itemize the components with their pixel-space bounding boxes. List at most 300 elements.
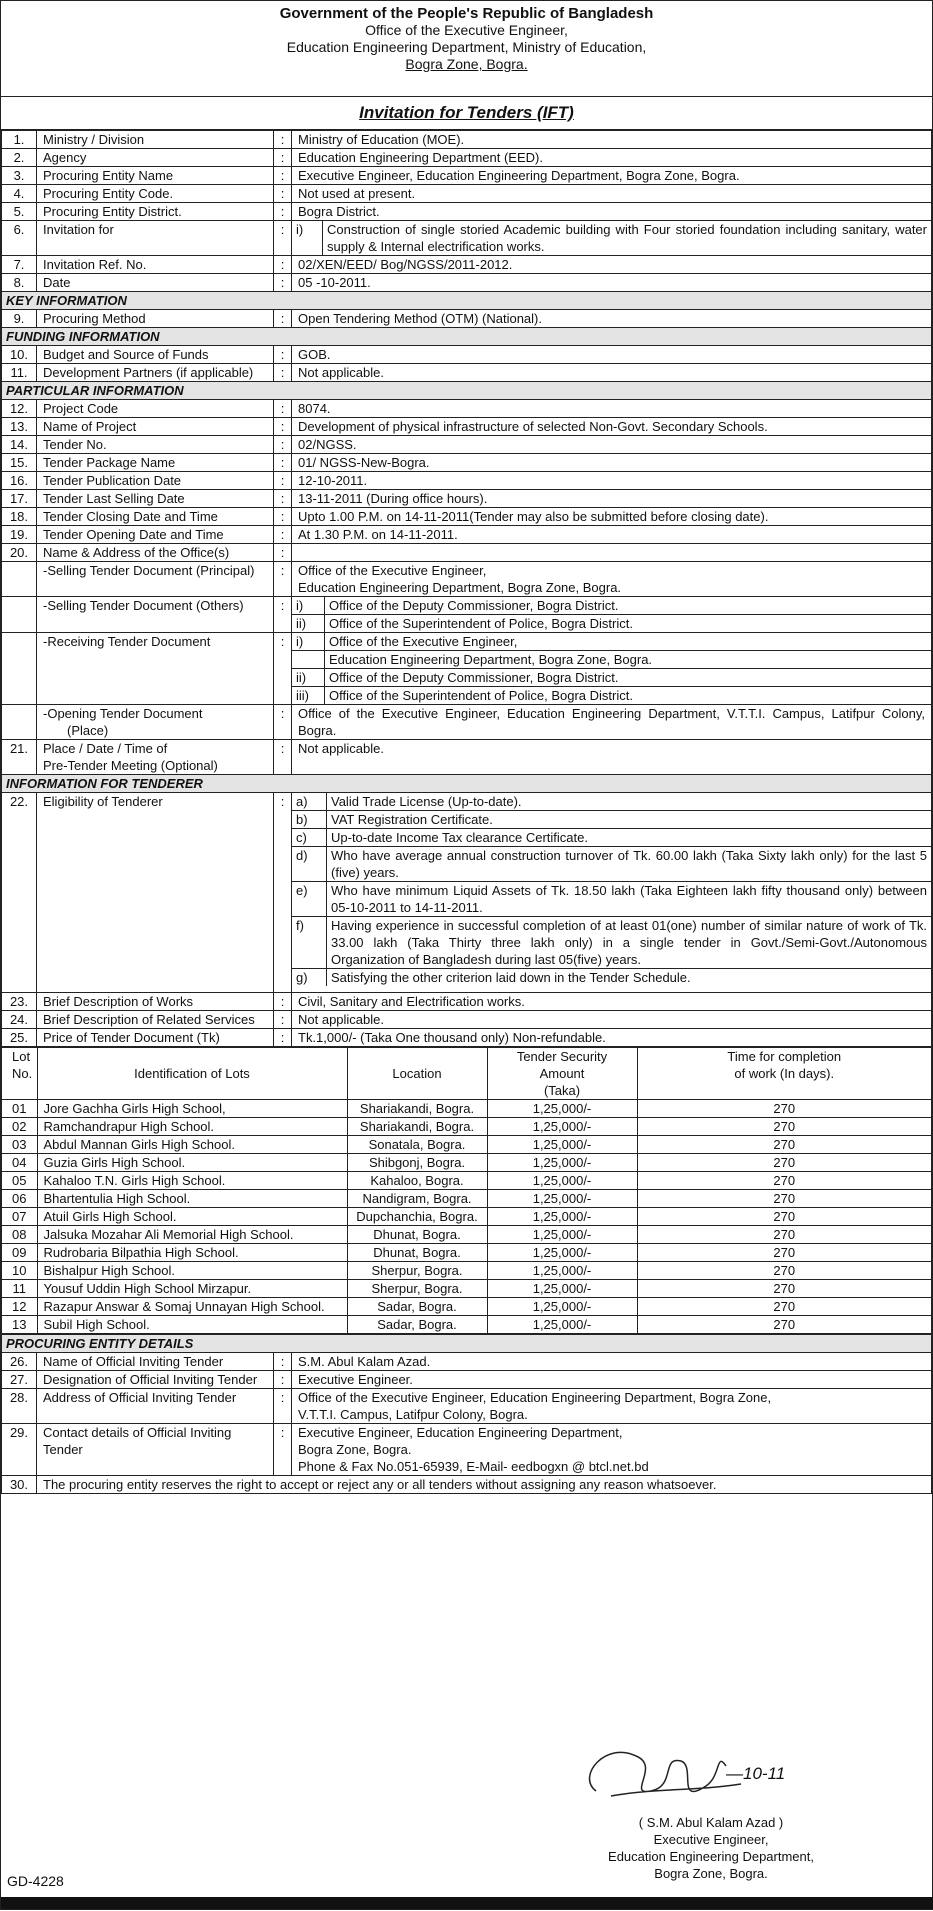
colon: : — [274, 597, 292, 633]
table-row — [2, 131, 932, 149]
lot-security: 1,25,000/- — [487, 1100, 637, 1118]
table-row — [2, 274, 932, 292]
colon: : — [274, 418, 292, 436]
table-row — [2, 1389, 932, 1424]
row-label: -Selling Tender Document (Principal) — [37, 562, 274, 597]
lot-name: Rudrobaria Bilpathia High School. — [37, 1244, 347, 1262]
lot-location: Shibgonj, Bogra. — [347, 1154, 487, 1172]
label-line: Tender — [43, 1442, 83, 1457]
table-row — [2, 1353, 932, 1371]
colon: : — [274, 1353, 292, 1371]
lot-row — [2, 1118, 931, 1136]
lot-location: Shariakandi, Bogra. — [347, 1100, 487, 1118]
row-label — [37, 1424, 274, 1476]
row-number: 29. — [2, 1424, 37, 1476]
lots-table-cell — [2, 1047, 932, 1335]
lot-number: 05 — [2, 1172, 37, 1190]
table-row — [2, 221, 932, 256]
row-number: 12. — [2, 400, 37, 418]
colon: : — [274, 167, 292, 185]
table-row — [2, 149, 932, 167]
row-label: Procuring Method — [37, 310, 274, 328]
row-number — [2, 597, 37, 633]
list-marker: d) — [292, 847, 327, 882]
lot-security: 1,25,000/- — [487, 1316, 637, 1334]
table-row — [2, 328, 932, 346]
table-row — [2, 526, 932, 544]
row-label: Tender Last Selling Date — [37, 490, 274, 508]
row-number: 6. — [2, 221, 37, 256]
list-text: Having experience in successful completion of at least 01(one) number of similar nature of work of Tk. 33.00 lakh (Taka Thirty three lakh only) in a single tender in Govt./Semi-Govt./Autonomous Organization of Bangladesh during last 05(five) years. — [327, 917, 932, 969]
row-value — [292, 562, 932, 597]
table-row — [2, 310, 932, 328]
row-value: Civil, Sanitary and Electrification works. — [292, 993, 932, 1011]
lot-location: Dupchanchia, Bogra. — [347, 1208, 487, 1226]
row-number: 16. — [2, 472, 37, 490]
colon: : — [274, 221, 292, 256]
header-line: Tender Security Amount — [516, 1049, 608, 1081]
row-label: Eligibility of Tenderer — [37, 793, 274, 993]
notice-header — [1, 1, 932, 97]
row-label: Budget and Source of Funds — [37, 346, 274, 364]
table-row — [2, 597, 932, 633]
table-row — [2, 793, 932, 993]
table-row — [2, 346, 932, 364]
row-number: 26. — [2, 1353, 37, 1371]
colon: : — [274, 1011, 292, 1029]
table-row — [2, 1424, 932, 1476]
lot-number: 07 — [2, 1208, 37, 1226]
row-label: Procuring Entity Code. — [37, 185, 274, 203]
row-label: Invitation for — [37, 221, 274, 256]
lots-header-time — [637, 1048, 931, 1100]
footer-code: GD-4228 — [7, 1873, 64, 1889]
row-value: Not applicable. — [292, 1011, 932, 1029]
lot-days: 270 — [637, 1136, 931, 1154]
list-marker: e) — [292, 882, 327, 917]
row-label — [37, 705, 274, 740]
colon: : — [274, 993, 292, 1011]
row-value: Tk.1,000/- (Taka One thousand only) Non-refundable. — [292, 1029, 932, 1047]
sub-list-item — [292, 917, 931, 969]
signatory-dept: Education Engineering Department, — [608, 1849, 814, 1864]
row-value — [292, 1389, 932, 1424]
colon: : — [274, 1389, 292, 1424]
list-marker: c) — [292, 829, 327, 847]
page-title: Invitation for Tenders (IFT) — [1, 97, 932, 130]
header-line: Time for completion — [727, 1049, 842, 1064]
row-label: Price of Tender Document (Tk) — [37, 1029, 274, 1047]
office-line: Education Engineering Department, Bogra Zone, Bogra. — [298, 580, 622, 595]
section-heading: PARTICULAR INFORMATION — [2, 382, 932, 400]
row-number: 2. — [2, 149, 37, 167]
colon: : — [274, 274, 292, 292]
row-label: Invitation Ref. No. — [37, 256, 274, 274]
lot-security: 1,25,000/- — [487, 1244, 637, 1262]
lot-days: 270 — [637, 1262, 931, 1280]
table-row — [2, 1476, 932, 1494]
row-value: Development of physical infrastructure of selected Non-Govt. Secondary Schools. — [292, 418, 932, 436]
row-value — [292, 793, 932, 993]
lot-days: 270 — [637, 1298, 931, 1316]
lot-name: Subil High School. — [37, 1316, 347, 1334]
table-row — [2, 490, 932, 508]
row-label: -Receiving Tender Document — [37, 633, 274, 705]
list-marker: a) — [292, 793, 327, 811]
row-number: 25. — [2, 1029, 37, 1047]
value-line: Phone & Fax No.051-65939, E-Mail- eedbogxn @ btcl.net.bd — [298, 1459, 649, 1474]
lot-number: 01 — [2, 1100, 37, 1118]
row-value: Open Tendering Method (OTM) (National). — [292, 310, 932, 328]
lot-location: Dhunat, Bogra. — [347, 1244, 487, 1262]
signatory-title: Executive Engineer, — [653, 1832, 769, 1847]
signatory-name: ( S.M. Abul Kalam Azad ) — [638, 1815, 784, 1830]
table-row — [2, 418, 932, 436]
lot-security: 1,25,000/- — [487, 1136, 637, 1154]
row-label: Designation of Official Inviting Tender — [37, 1371, 274, 1389]
row-number: 9. — [2, 310, 37, 328]
colon: : — [274, 149, 292, 167]
row-value: GOB. — [292, 346, 932, 364]
list-marker: i) — [292, 221, 323, 255]
row-number: 20. — [2, 544, 37, 562]
row-label: Brief Description of Related Services — [37, 1011, 274, 1029]
row-value: At 1.30 P.M. on 14-11-2011. — [292, 526, 932, 544]
list-text: Office of the Superintendent of Police, Bogra District. — [329, 616, 633, 631]
lot-number: 10 — [2, 1262, 37, 1280]
table-row — [2, 454, 932, 472]
lot-number: 09 — [2, 1244, 37, 1262]
row-number: 5. — [2, 203, 37, 221]
lot-name: Jalsuka Mozahar Ali Memorial High School. — [37, 1226, 347, 1244]
row-value: Education Engineering Department (EED). — [292, 149, 932, 167]
row-label: Tender No. — [37, 436, 274, 454]
row-label: Ministry / Division — [37, 131, 274, 149]
lot-row — [2, 1172, 931, 1190]
office-line: Office of the Executive Engineer, — [365, 22, 568, 38]
row-number: 30. — [2, 1476, 37, 1494]
row-label: Tender Publication Date — [37, 472, 274, 490]
value-line: Bogra Zone, Bogra. — [298, 1442, 412, 1457]
row-label: Date — [37, 274, 274, 292]
row-value — [292, 633, 932, 705]
signature-block — [608, 1814, 814, 1882]
colon: : — [274, 256, 292, 274]
row-value — [292, 1424, 932, 1476]
row-label: Address of Official Inviting Tender — [37, 1389, 274, 1424]
row-number: 14. — [2, 436, 37, 454]
lot-number: 12 — [2, 1298, 37, 1316]
colon: : — [274, 472, 292, 490]
list-text: Office of the Deputy Commissioner, Bogra District. — [325, 669, 932, 687]
row-value: 8074. — [292, 400, 932, 418]
lot-security: 1,25,000/- — [487, 1208, 637, 1226]
section-heading: FUNDING INFORMATION — [2, 328, 932, 346]
colon: : — [274, 454, 292, 472]
row-number: 27. — [2, 1371, 37, 1389]
lot-days: 270 — [637, 1100, 931, 1118]
list-marker: iii) — [292, 687, 325, 705]
lot-location: Sonatala, Bogra. — [347, 1136, 487, 1154]
row-label: Name & Address of the Office(s) — [37, 544, 274, 562]
table-row — [2, 508, 932, 526]
row-value: Ministry of Education (MOE). — [292, 131, 932, 149]
value-line: Executive Engineer, Education Engineering Department, — [298, 1425, 623, 1440]
value-line: V.T.T.I. Campus, Latifpur Colony, Bogra. — [298, 1407, 528, 1422]
list-text: Who have average annual construction turnover of Tk. 60.00 lakh (Taka Sixty lakh only) for the last 5 (five) years. — [327, 847, 932, 882]
colon: : — [274, 1029, 292, 1047]
sub-list-item — [292, 969, 931, 987]
label-line: (Place) — [67, 723, 109, 738]
row-label: Tender Opening Date and Time — [37, 526, 274, 544]
lot-name: Bhartentulia High School. — [37, 1190, 347, 1208]
lot-location: Sadar, Bogra. — [347, 1316, 487, 1334]
table-row — [2, 1335, 932, 1353]
zone-line: Bogra Zone, Bogra. — [405, 56, 528, 72]
lot-name: Kahaloo T.N. Girls High School. — [37, 1172, 347, 1190]
row-value: 05 -10-2011. — [292, 274, 932, 292]
row-label: Name of Project — [37, 418, 274, 436]
row-value: Not applicable. — [292, 740, 932, 775]
row-value: Office of the Executive Engineer, Education Engineering Department, V.T.T.I. Campus, Latifpur Colony, Bogra. — [292, 705, 932, 740]
table-row — [2, 544, 932, 562]
row-number — [2, 562, 37, 597]
label-line: Pre-Tender Meeting (Optional) — [43, 758, 218, 773]
list-text: Valid Trade License (Up-to-date). — [327, 793, 932, 811]
row-number: 21. — [2, 740, 37, 775]
colon: : — [274, 544, 292, 562]
lot-name: Atuil Girls High School. — [37, 1208, 347, 1226]
list-marker: b) — [292, 811, 327, 829]
lots-header-location: Location — [347, 1048, 487, 1100]
row-number: 8. — [2, 274, 37, 292]
label-line: Place / Date / Time of — [43, 741, 168, 756]
row-number: 11. — [2, 364, 37, 382]
colon: : — [274, 185, 292, 203]
lot-days: 270 — [637, 1172, 931, 1190]
colon: : — [274, 562, 292, 597]
row-label: Development Partners (if applicable) — [37, 364, 274, 382]
sub-list — [292, 597, 931, 632]
row-label — [37, 740, 274, 775]
lot-location: Shariakandi, Bogra. — [347, 1118, 487, 1136]
row-value: 13-11-2011 (During office hours). — [292, 490, 932, 508]
table-row — [2, 203, 932, 221]
colon: : — [274, 1371, 292, 1389]
row-label: Procuring Entity Name — [37, 167, 274, 185]
row-label: -Selling Tender Document (Others) — [37, 597, 274, 633]
colon: : — [274, 740, 292, 775]
lot-row — [2, 1262, 931, 1280]
lot-name: Bishalpur High School. — [37, 1262, 347, 1280]
row-value: Not used at present. — [292, 185, 932, 203]
table-row — [2, 1011, 932, 1029]
row-number: 10. — [2, 346, 37, 364]
list-marker: ii) — [292, 615, 325, 633]
lot-security: 1,25,000/- — [487, 1280, 637, 1298]
list-text: Satisfying the other criterion laid down in the Tender Schedule. — [331, 970, 691, 985]
office-line: Office of the Executive Engineer, — [298, 563, 487, 578]
list-marker: g) — [292, 969, 327, 987]
lot-location: Sherpur, Bogra. — [347, 1262, 487, 1280]
lot-days: 270 — [637, 1280, 931, 1298]
lot-location: Sherpur, Bogra. — [347, 1280, 487, 1298]
colon: : — [274, 705, 292, 740]
row-label: Agency — [37, 149, 274, 167]
section-heading: KEY INFORMATION — [2, 292, 932, 310]
lot-number: 11 — [2, 1280, 37, 1298]
row-number: 19. — [2, 526, 37, 544]
row-value: 02/XEN/EED/ Bog/NGSS/2011-2012. — [292, 256, 932, 274]
row-number: 3. — [2, 167, 37, 185]
lot-row — [2, 1244, 931, 1262]
sub-list-item — [292, 687, 931, 705]
lot-security: 1,25,000/- — [487, 1262, 637, 1280]
lots-header-ident: Identification of Lots — [37, 1048, 347, 1100]
sub-list-item — [292, 597, 931, 615]
lot-days: 270 — [637, 1154, 931, 1172]
row-value: Bogra District. — [292, 203, 932, 221]
table-row — [2, 705, 932, 740]
colon: : — [274, 508, 292, 526]
signature-date: —10-11 — [726, 1764, 786, 1783]
lot-name: Abdul Mannan Girls High School. — [37, 1136, 347, 1154]
row-number: 7. — [2, 256, 37, 274]
list-text: Education Engineering Department, Bogra Zone, Bogra. — [325, 651, 932, 669]
lot-row — [2, 1298, 931, 1316]
list-marker — [292, 651, 325, 669]
table-row — [2, 400, 932, 418]
list-text: Who have minimum Liquid Assets of Tk. 18.50 lakh (Taka Eighteen lakh fifty thousand only) between 05-10-2011 to 14-11-2011. — [327, 882, 932, 917]
lot-row — [2, 1136, 931, 1154]
lot-row — [2, 1190, 931, 1208]
row-number: 17. — [2, 490, 37, 508]
table-row — [2, 1047, 932, 1335]
colon: : — [274, 400, 292, 418]
list-marker: i) — [292, 633, 325, 651]
lot-location: Nandigram, Bogra. — [347, 1190, 487, 1208]
row-label: Project Code — [37, 400, 274, 418]
lots-header-lot — [2, 1048, 37, 1100]
list-text: Office of the Superintendent of Police, Bogra District. — [329, 688, 633, 703]
list-marker: f) — [292, 917, 327, 969]
colon: : — [274, 131, 292, 149]
tender-table — [1, 130, 932, 1494]
lot-row — [2, 1208, 931, 1226]
table-row — [2, 382, 932, 400]
header-line: of work (In days). — [734, 1066, 835, 1081]
lot-row — [2, 1316, 931, 1334]
table-row — [2, 1371, 932, 1389]
lot-location: Kahaloo, Bogra. — [347, 1172, 487, 1190]
row-label: Name of Official Inviting Tender — [37, 1353, 274, 1371]
list-text: Office of the Deputy Commissioner, Bogra District. — [325, 597, 932, 615]
lots-table — [2, 1047, 931, 1334]
lot-security: 1,25,000/- — [487, 1154, 637, 1172]
list-marker: ii) — [292, 669, 325, 687]
row-number: 24. — [2, 1011, 37, 1029]
row-value: The procuring entity reserves the right to accept or reject any or all tenders without assigning any reason whatsoever. — [37, 1476, 932, 1494]
lot-days: 270 — [637, 1226, 931, 1244]
colon: : — [274, 1424, 292, 1476]
sub-list-item — [292, 221, 931, 255]
colon: : — [274, 633, 292, 705]
table-row — [2, 740, 932, 775]
lot-security: 1,25,000/- — [487, 1190, 637, 1208]
colon: : — [274, 526, 292, 544]
row-number — [2, 705, 37, 740]
lot-number: 06 — [2, 1190, 37, 1208]
row-value: 02/NGSS. — [292, 436, 932, 454]
table-row — [2, 472, 932, 490]
lot-days: 270 — [637, 1118, 931, 1136]
sub-list-item — [292, 829, 931, 847]
row-number: 18. — [2, 508, 37, 526]
row-value — [292, 544, 932, 562]
table-row — [2, 633, 932, 705]
colon: : — [274, 490, 292, 508]
table-row — [2, 256, 932, 274]
table-row — [2, 364, 932, 382]
lot-name: Yousuf Uddin High School Mirzapur. — [37, 1280, 347, 1298]
row-value: Executive Engineer, Education Engineering Department, Bogra Zone, Bogra. — [292, 167, 932, 185]
label-line: -Opening Tender Document — [43, 706, 203, 721]
list-text: Construction of single storied Academic building with Four storied foundation including sanitary, water supply & Internal electrification works. — [327, 222, 927, 254]
row-number — [2, 633, 37, 705]
row-number: 28. — [2, 1389, 37, 1424]
table-row — [2, 292, 932, 310]
row-value — [292, 597, 932, 633]
table-row — [2, 185, 932, 203]
lots-header — [2, 1048, 931, 1100]
row-value: Not applicable. — [292, 364, 932, 382]
colon: : — [274, 436, 292, 454]
lot-days: 270 — [637, 1316, 931, 1334]
sub-list — [292, 793, 931, 986]
row-value: S.M. Abul Kalam Azad. — [292, 1353, 932, 1371]
row-label: Tender Closing Date and Time — [37, 508, 274, 526]
table-row — [2, 1029, 932, 1047]
list-text: VAT Registration Certificate. — [327, 811, 932, 829]
row-value — [292, 221, 932, 256]
sub-list-item — [292, 633, 931, 651]
lot-number: 03 — [2, 1136, 37, 1154]
list-text: Office of the Executive Engineer, — [325, 633, 932, 651]
lot-row — [2, 1280, 931, 1298]
section-heading: PROCURING ENTITY DETAILS — [2, 1335, 932, 1353]
list-text: Up-to-date Income Tax clearance Certificate. — [327, 829, 932, 847]
sub-list-item — [292, 651, 931, 669]
lot-security: 1,25,000/- — [487, 1298, 637, 1316]
lot-security: 1,25,000/- — [487, 1226, 637, 1244]
bottom-band — [1, 1897, 933, 1909]
lot-row — [2, 1100, 931, 1118]
sub-list-item — [292, 882, 931, 917]
lot-number: 02 — [2, 1118, 37, 1136]
gov-line: Government of the People's Republic of Bangladesh — [279, 5, 654, 22]
lot-location: Sadar, Bogra. — [347, 1298, 487, 1316]
signatory-zone: Bogra Zone, Bogra. — [654, 1866, 768, 1881]
lot-security: 1,25,000/- — [487, 1118, 637, 1136]
row-number: 4. — [2, 185, 37, 203]
lot-number: 08 — [2, 1226, 37, 1244]
row-value: 01/ NGSS-New-Bogra. — [292, 454, 932, 472]
row-number: 13. — [2, 418, 37, 436]
lot-days: 270 — [637, 1244, 931, 1262]
row-label: Tender Package Name — [37, 454, 274, 472]
lot-name: Jore Gachha Girls High School, — [37, 1100, 347, 1118]
row-value: 12-10-2011. — [292, 472, 932, 490]
